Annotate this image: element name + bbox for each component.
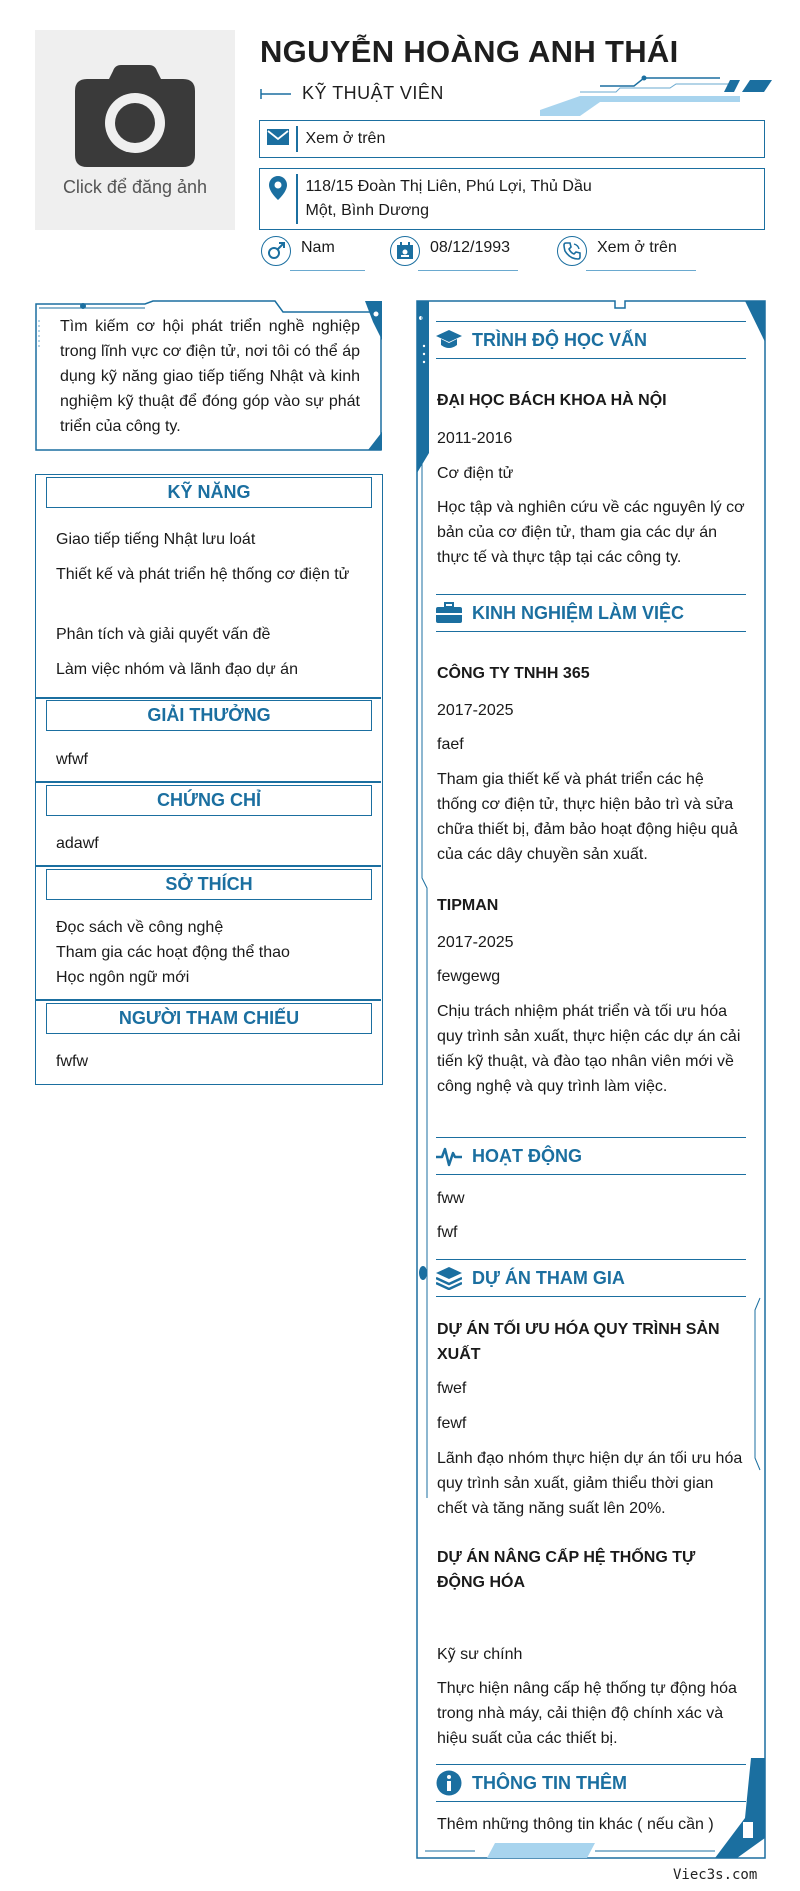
candidate-name[interactable]: NGUYỄN HOÀNG ANH THÁI bbox=[260, 34, 679, 69]
activity-item[interactable]: fww bbox=[437, 1190, 465, 1207]
job-position[interactable]: fewgewg bbox=[437, 968, 501, 985]
project-role[interactable]: Kỹ sư chính bbox=[437, 1646, 523, 1663]
education-section-header bbox=[436, 321, 746, 359]
education-description[interactable]: Học tập và nghiên cứu về các nguyên lý cơ bản của cơ điện tử, tham gia các dự án thực tế và thực tập tại các công ty. bbox=[437, 499, 745, 566]
certificates-heading: CHỨNG CHỈ bbox=[46, 785, 372, 816]
section-divider bbox=[36, 697, 381, 699]
project-description[interactable]: Lãnh đạo nhóm thực hiện dự án tối ưu hóa quy trình sản xuất, giảm thiểu thời gian chết và tăng năng suất lên 20%. bbox=[437, 1450, 743, 1517]
title-marker-icon bbox=[260, 88, 292, 100]
calendar-icon bbox=[396, 242, 414, 260]
camera-icon bbox=[75, 63, 195, 167]
job-title[interactable]: KỸ THUẬT VIÊN bbox=[302, 83, 444, 103]
gender-icon bbox=[266, 241, 286, 261]
certificate-item[interactable]: adawf bbox=[56, 835, 99, 852]
experience-section-header bbox=[436, 594, 746, 632]
phone-field[interactable] bbox=[557, 236, 677, 266]
birthday-field[interactable] bbox=[390, 236, 510, 266]
career-objective-box[interactable] bbox=[35, 300, 383, 452]
section-divider bbox=[36, 999, 381, 1001]
phone-value: Xem ở trên bbox=[597, 239, 677, 256]
job-title-row bbox=[260, 83, 444, 104]
phone-icon bbox=[563, 242, 581, 260]
education-period[interactable]: 2011-2016 bbox=[437, 430, 513, 447]
avatar-upload[interactable] bbox=[35, 30, 235, 230]
address-field[interactable] bbox=[259, 168, 765, 230]
education-school[interactable]: ĐẠI HỌC BÁCH KHOA HÀ NỘI bbox=[437, 392, 667, 409]
education-major[interactable]: Cơ điện tử bbox=[437, 465, 514, 482]
graduation-cap-icon bbox=[436, 329, 462, 351]
left-sidebar-panel bbox=[35, 474, 383, 1085]
header-circuit-decoration bbox=[540, 74, 772, 116]
skills-heading: KỸ NĂNG bbox=[46, 477, 372, 508]
mail-icon bbox=[267, 128, 289, 146]
email-field[interactable] bbox=[259, 120, 765, 158]
birthday-value: 08/12/1993 bbox=[430, 239, 511, 256]
birthday-underline bbox=[418, 270, 518, 271]
project-description[interactable]: Thực hiện nâng cấp hệ thống tự động hóa trong nhà máy, cải thiện độ chính xác và hiệu suất của các thiết bị. bbox=[437, 1680, 737, 1747]
additional-info-title: THÔNG TIN THÊM bbox=[472, 1772, 627, 1793]
references-heading: NGƯỜI THAM CHIẾU bbox=[46, 1003, 372, 1034]
skill-item[interactable]: Phân tích và giải quyết vấn đề bbox=[56, 626, 271, 643]
activity-item[interactable]: fwf bbox=[437, 1224, 458, 1241]
awards-heading: GIẢI THƯỞNG bbox=[46, 700, 372, 731]
gender-value: Nam bbox=[301, 239, 335, 256]
project-period[interactable]: fwef bbox=[437, 1380, 467, 1397]
activities-section-header bbox=[436, 1137, 746, 1175]
projects-section-header bbox=[436, 1259, 746, 1297]
job-company[interactable]: CÔNG TY TNHH 365 bbox=[437, 665, 590, 682]
briefcase-icon bbox=[436, 602, 462, 624]
hobby-item[interactable]: Đọc sách về công nghệ bbox=[56, 919, 224, 936]
additional-info-text[interactable]: Thêm những thông tin khác ( nếu cần ) bbox=[437, 1816, 714, 1833]
project-name[interactable]: DỰ ÁN NÂNG CẤP HỆ THỐNG TỰ ĐỘNG HÓA bbox=[437, 1549, 696, 1591]
additional-info-section-header bbox=[436, 1764, 746, 1802]
hobbies-heading: SỞ THÍCH bbox=[46, 869, 372, 900]
experience-title: KINH NGHIỆM LÀM VIỆC bbox=[472, 602, 685, 623]
job-position[interactable]: faef bbox=[437, 736, 464, 753]
gender-underline bbox=[290, 270, 365, 271]
activities-title: HOẠT ĐỘNG bbox=[472, 1145, 582, 1166]
heartbeat-icon bbox=[436, 1145, 462, 1167]
email-value: Xem ở trên bbox=[305, 130, 386, 147]
location-pin-icon bbox=[269, 176, 287, 200]
section-divider bbox=[36, 865, 381, 867]
education-title: TRÌNH ĐỘ HỌC VẤN bbox=[472, 329, 647, 350]
gender-field[interactable] bbox=[261, 236, 335, 266]
hobby-item[interactable]: Tham gia các hoạt động thể thao bbox=[56, 944, 290, 961]
info-icon bbox=[436, 1770, 462, 1796]
job-company[interactable]: TIPMAN bbox=[437, 897, 499, 914]
projects-title: DỰ ÁN THAM GIA bbox=[472, 1267, 625, 1288]
project-role[interactable]: fewf bbox=[437, 1415, 467, 1432]
footer-brand: Viec3s.com bbox=[673, 1867, 758, 1883]
job-period[interactable]: 2017-2025 bbox=[437, 934, 514, 951]
hobby-item[interactable]: Học ngôn ngữ mới bbox=[56, 969, 190, 986]
project-name[interactable]: DỰ ÁN TỐI ƯU HÓA QUY TRÌNH SẢN XUẤT bbox=[437, 1321, 720, 1363]
phone-underline bbox=[586, 270, 696, 271]
reference-item[interactable]: fwfw bbox=[56, 1053, 88, 1070]
award-item[interactable]: wfwf bbox=[56, 751, 88, 768]
skill-item[interactable]: Thiết kế và phát triển hệ thống cơ điện tử bbox=[56, 566, 350, 583]
objective-text: Tìm kiếm cơ hội phát triển nghề nghiệp trong lĩnh vực cơ điện tử, nơi tôi có thể áp dụng kỹ năng giao tiếp tiếng Nhật và kinh nghiệm kỹ thuật để đóng góp vào sự phát triển của công ty. bbox=[60, 318, 360, 435]
job-period[interactable]: 2017-2025 bbox=[437, 702, 514, 719]
job-description[interactable]: Chịu trách nhiệm phát triển và tối ưu hóa quy trình sản xuất, thực hiện các dự án cải tiến kỹ thuật, và đào tạo nhân viên mới về công nghệ và quy trình làm việc. bbox=[437, 1003, 741, 1095]
skill-item[interactable]: Giao tiếp tiếng Nhật lưu loát bbox=[56, 531, 256, 548]
job-description[interactable]: Tham gia thiết kế và phát triển các hệ thống cơ điện tử, thực hiện bảo trì và sửa chữa thiết bị, đảm bảo hoạt động hiệu quả của các dây chuyền sản xuất. bbox=[437, 771, 738, 863]
address-value: 118/15 Đoàn Thị Liên, Phú Lợi, Thủ Dầu Một, Bình Dương bbox=[305, 178, 592, 219]
avatar-caption: Click để đăng ảnh bbox=[62, 176, 208, 197]
section-divider bbox=[36, 781, 381, 783]
skill-item[interactable]: Làm việc nhóm và lãnh đạo dự án bbox=[56, 661, 298, 678]
layers-icon bbox=[436, 1266, 462, 1290]
